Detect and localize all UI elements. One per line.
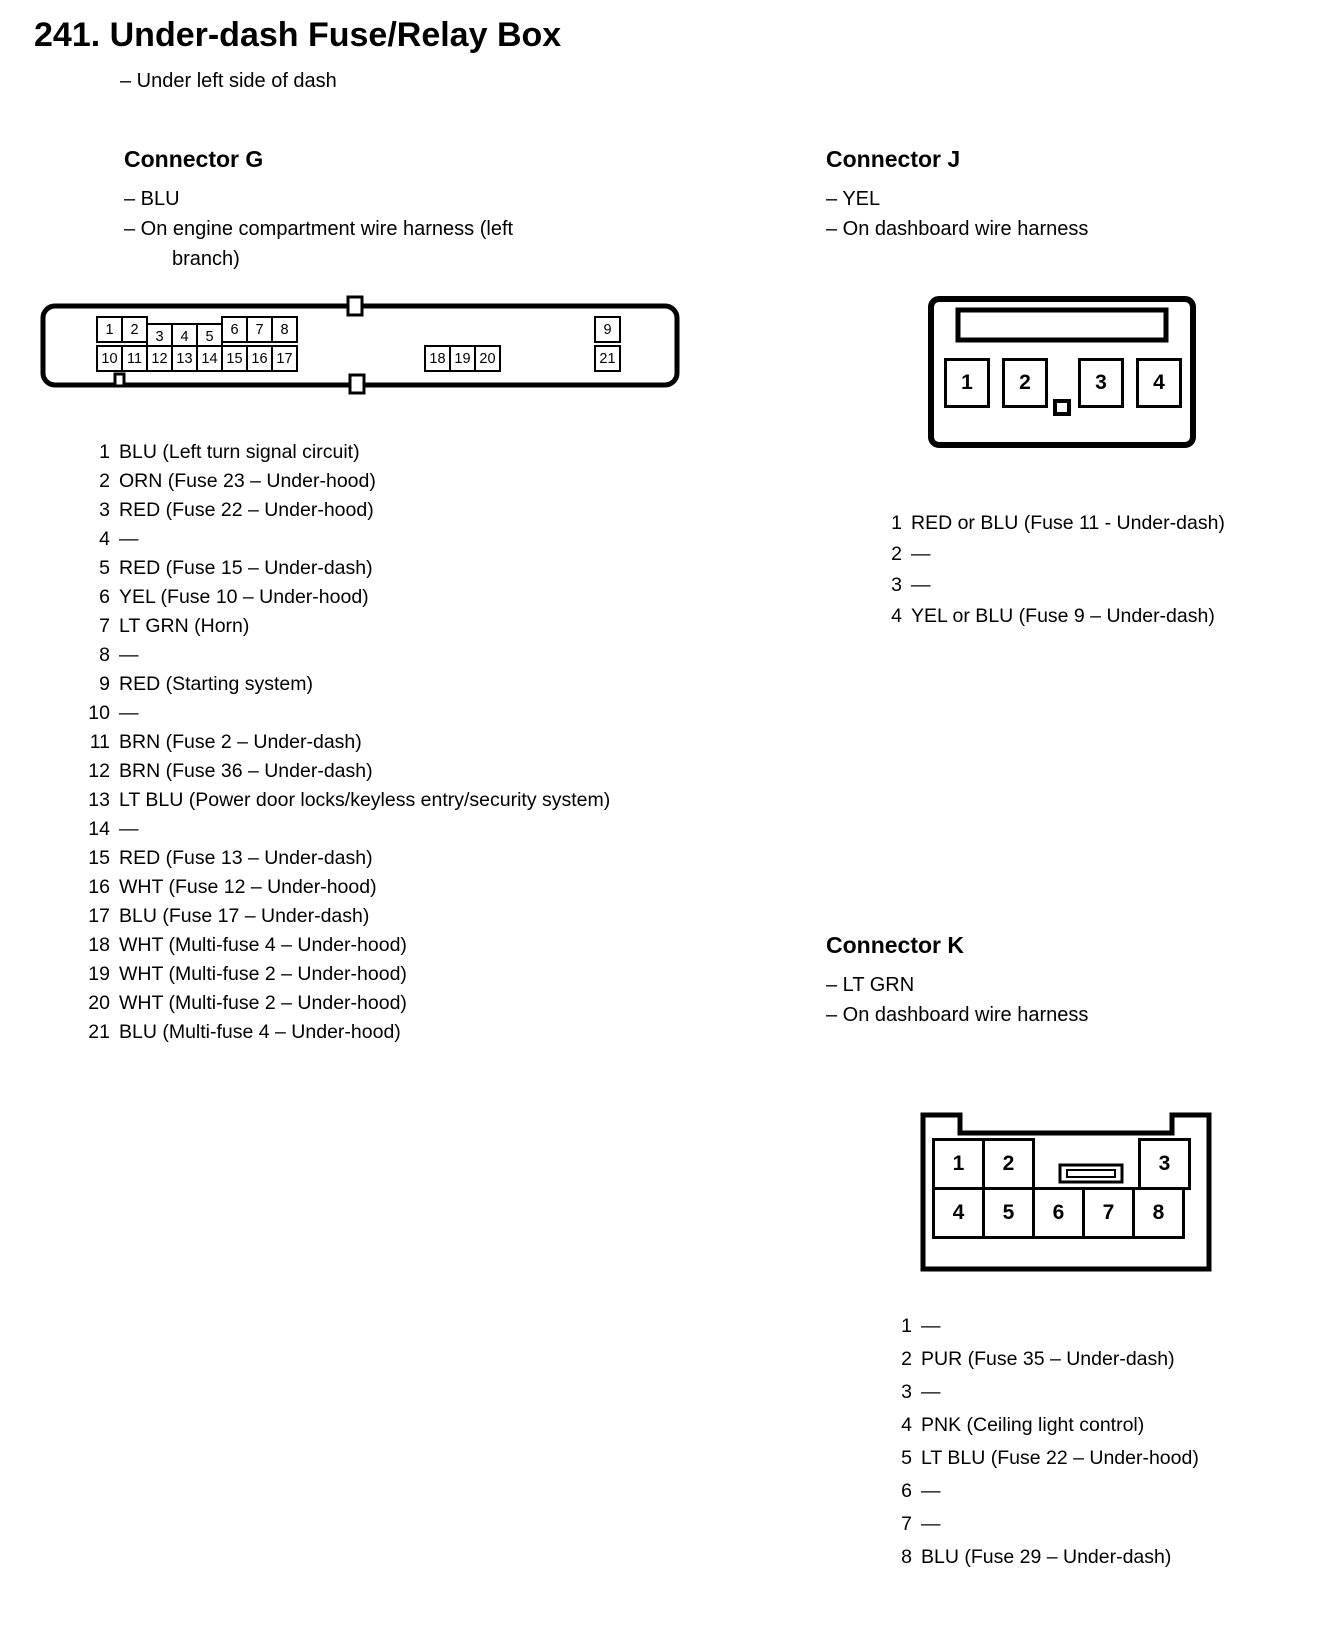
pin-number: 6 [901,1480,912,1502]
pin-row [78,844,610,873]
pin-row [78,467,610,496]
pin-description: — [921,1315,941,1337]
connector-g-pin-cell: 12 [146,345,173,372]
connector-g-pin-cell-21: 21 [594,345,621,372]
pin-number: 1 [901,1315,912,1337]
connector-g-pin-cell: 3 [146,323,173,350]
connector-k-pin-cell: 1 [932,1138,985,1190]
connector-g-pin-cell: 11 [121,345,148,372]
pin-row [894,1475,1199,1508]
page-subtitle: – Under left side of dash [120,70,337,92]
connector-j-harness-note: – On dashboard wire harness [826,218,1089,240]
connector-k-pin-cell: 6 [1032,1187,1085,1239]
pin-row [78,873,610,902]
pin-number: 21 [88,1021,110,1043]
pin-description: BRN (Fuse 2 – Under-dash) [119,731,362,753]
pin-description: — [119,818,139,840]
pin-number: 1 [99,441,110,463]
pin-description: RED (Starting system) [119,673,313,695]
pin-description: RED (Fuse 22 – Under-hood) [119,499,374,521]
pin-description: YEL (Fuse 10 – Under-hood) [119,586,369,608]
connector-g-pin-cell: 18 [424,345,451,372]
pin-row [78,583,610,612]
pin-number: 20 [88,992,110,1014]
connector-j-pin-cell: 4 [1136,358,1182,408]
pin-number: 5 [99,557,110,579]
pin-description: WHT (Fuse 12 – Under-hood) [119,876,377,898]
pin-number: 7 [901,1513,912,1535]
pin-row [884,570,1225,601]
connector-k-diagram [920,1112,1212,1272]
pin-row [78,496,610,525]
pin-description: BLU (Fuse 29 – Under-dash) [921,1546,1172,1568]
pin-number: 19 [88,963,110,985]
connector-g-harness-note: – On engine compartment wire harness (left branch) [124,218,514,270]
connector-k-pin-cell-3: 3 [1138,1138,1191,1190]
pin-row [78,612,610,641]
pin-row [884,539,1225,570]
pin-row [78,960,610,989]
pin-description: LT GRN (Horn) [119,615,250,637]
connector-k-pin-cell: 8 [1132,1187,1185,1239]
pin-description: BLU (Fuse 17 – Under-dash) [119,905,370,927]
connector-g-pin-cell: 10 [96,345,123,372]
pin-description: ORN (Fuse 23 – Under-hood) [119,470,376,492]
pin-description: LT BLU (Power door locks/keyless entry/security system) [119,789,611,811]
pin-row [894,1409,1199,1442]
pin-description: YEL or BLU (Fuse 9 – Under-dash) [911,605,1215,627]
connector-j-color-note: – YEL [826,188,881,210]
pin-number: 2 [891,543,902,565]
pin-row [78,902,610,931]
connector-g-pin-cell: 14 [196,345,223,372]
pin-description: — [911,574,931,596]
pin-description: WHT (Multi-fuse 2 – Under-hood) [119,992,407,1014]
pin-number: 10 [88,702,110,724]
connector-k-pin-cell: 5 [982,1187,1035,1239]
pin-number: 7 [99,615,110,637]
pin-number: 14 [88,818,110,840]
pin-description: PUR (Fuse 35 – Under-dash) [921,1348,1175,1370]
pin-description: — [921,1480,941,1502]
pin-row [78,728,610,757]
pin-number: 4 [901,1414,912,1436]
connector-g-pin-cell: 2 [121,316,148,343]
pin-description: RED or BLU (Fuse 11 - Under-dash) [911,512,1225,534]
connector-k-pin-row-bottom [932,1187,1185,1239]
pin-number: 2 [99,470,110,492]
connector-k-pin-row-top [932,1138,1035,1190]
pin-number: 13 [88,789,110,811]
pin-description: PNK (Ceiling light control) [921,1414,1145,1436]
pin-description: WHT (Multi-fuse 2 – Under-hood) [119,963,407,985]
pin-row [78,1018,610,1047]
connector-g-pin-row-top [96,316,298,343]
pin-number: 3 [901,1381,912,1403]
pin-description: — [119,644,139,666]
connector-g-pin-cell: 15 [221,345,248,372]
pin-number: 6 [99,586,110,608]
pin-number: 17 [88,905,110,927]
connector-g-color-note: – BLU [124,188,180,210]
connector-g-title: Connector G [124,146,264,172]
connector-k-pin-cell: 2 [982,1138,1035,1190]
connector-k-pin-cell: 7 [1082,1187,1135,1239]
connector-g-diagram [40,303,680,388]
connector-j-pin-cell: 2 [1002,358,1048,408]
pin-description: — [921,1381,941,1403]
connector-g-pin-cell: 16 [246,345,273,372]
pin-description: LT BLU (Fuse 22 – Under-hood) [921,1447,1199,1469]
pin-number: 4 [891,605,902,627]
connector-k-harness-note: – On dashboard wire harness [826,1004,1089,1026]
connector-g-pin-list [78,438,610,1047]
pin-number: 5 [901,1447,912,1469]
pin-row [894,1541,1199,1574]
pin-row [78,757,610,786]
connector-g-pin-cell: 1 [96,316,123,343]
connector-g-pin-row-bottom [96,345,298,372]
connector-g-pin-row-mid [424,345,501,372]
pin-number: 8 [901,1546,912,1568]
connector-k-pin-list [894,1310,1199,1574]
connector-j-pin-cell: 3 [1078,358,1124,408]
pin-row [884,601,1225,632]
connector-g-pin-cell: 4 [171,323,198,350]
pin-row [894,1376,1199,1409]
pin-description: BRN (Fuse 36 – Under-dash) [119,760,373,782]
pin-description: BLU (Multi-fuse 4 – Under-hood) [119,1021,401,1043]
pin-description: BLU (Left turn signal circuit) [119,441,360,463]
connector-g-pin-cell: 6 [221,316,248,343]
connector-g-pin-cell: 8 [271,316,298,343]
pin-row [78,699,610,728]
pin-number: 3 [99,499,110,521]
pin-number: 16 [88,876,110,898]
pin-number: 11 [89,731,110,753]
connector-g-pin-cell: 19 [449,345,476,372]
pin-number: 18 [88,934,110,956]
connector-j-pin-list [884,508,1225,632]
pin-number: 12 [88,760,110,782]
pin-description: — [119,528,139,550]
connector-g-pin-cell-9: 9 [594,316,621,343]
pin-description: — [119,702,139,724]
pin-row [894,1343,1199,1376]
pin-row [78,641,610,670]
pin-row [78,670,610,699]
pin-row [78,525,610,554]
pin-row [894,1508,1199,1541]
connector-j-pin-cell: 1 [944,358,990,408]
pin-number: 4 [99,528,110,550]
pin-description: WHT (Multi-fuse 4 – Under-hood) [119,934,407,956]
pin-row [894,1442,1199,1475]
pin-description: — [911,543,931,565]
connector-g-pin-cell: 13 [171,345,198,372]
pin-row [78,554,610,583]
pin-row [884,508,1225,539]
pin-number: 3 [891,574,902,596]
pin-row [894,1310,1199,1343]
connector-g-pin-cell: 17 [271,345,298,372]
pin-description: RED (Fuse 13 – Under-dash) [119,847,373,869]
connector-j-title: Connector J [826,146,961,172]
pin-number: 2 [901,1348,912,1370]
pin-number: 1 [891,512,902,534]
connector-j-diagram [928,296,1196,448]
pin-number: 9 [99,673,110,695]
connector-k-pin-cell: 4 [932,1187,985,1239]
connector-g-pin-cell: 20 [474,345,501,372]
pin-row [78,989,610,1018]
pin-row [78,931,610,960]
pin-number: 8 [99,644,110,666]
pin-row [78,438,610,467]
connector-g-pin-cell: 7 [246,316,273,343]
pin-row [78,786,610,815]
page-title: 241. Under-dash Fuse/Relay Box [34,16,562,54]
connector-g-pin-cell: 5 [196,323,223,350]
pin-number: 15 [88,847,110,869]
connector-j-pin-row [928,296,1196,448]
connector-k-color-note: – LT GRN [826,974,915,996]
pin-description: — [921,1513,941,1535]
pin-description: RED (Fuse 15 – Under-dash) [119,557,373,579]
pin-row [78,815,610,844]
connector-k-title: Connector K [826,932,964,958]
